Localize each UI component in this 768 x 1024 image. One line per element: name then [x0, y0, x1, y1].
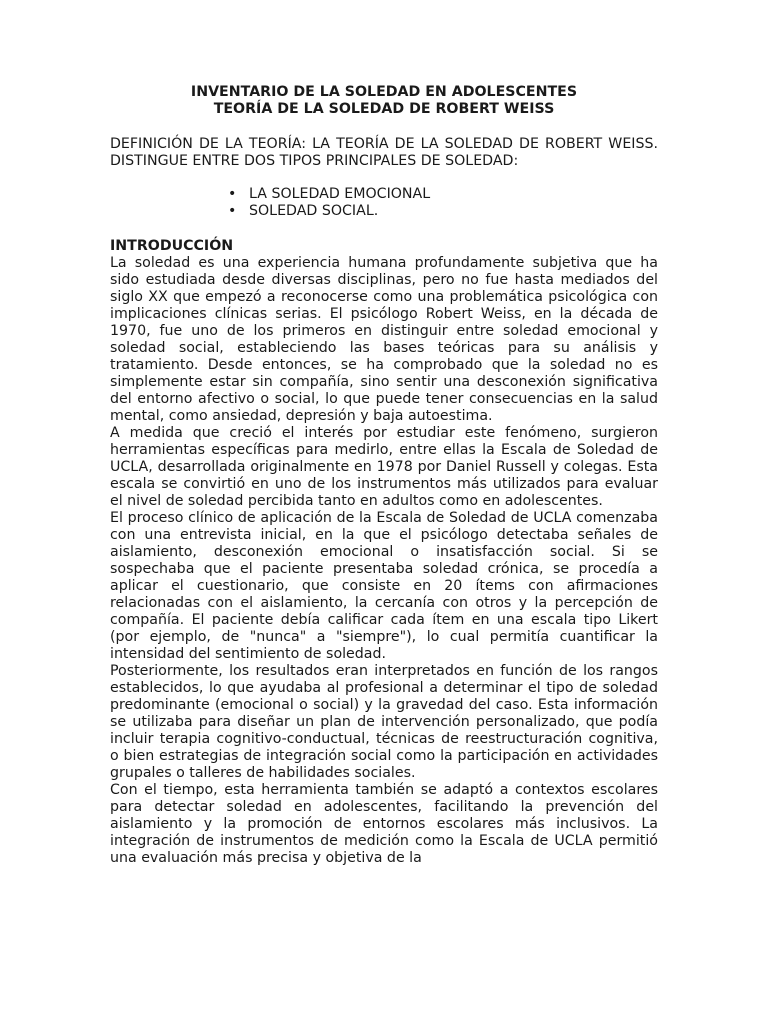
body-paragraph: A medida que creció el interés por estudiar este fenómeno, surgieron herramientas específicas para medirlo, entre ellas la Escala de Soledad de UCLA, desarrollada originalmente en 1978 por Daniel Russell y colegas. Esta escala se convirtió en uno de los instrumentos más utilizados para evaluar el nivel de soledad percibida tanto en adultos como en adolescentes. [110, 425, 658, 509]
body-paragraph: El proceso clínico de aplicación de la Escala de Soledad de UCLA comenzaba con una entrevista inicial, en la que el psicólogo detectaba señales de aislamiento, desconexión emocional o insatisfacción social. Si se sospechaba que el paciente presentaba soledad crónica, se procedía a aplicar el cuestionario, que consiste en 20 ítems con afirmaciones relacionadas con el aislamiento, la cercanía con otros y la percepción de compañía. El paciente debía calificar cada ítem en una escala tipo Likert (por ejemplo, de "nunca" a "siempre"), lo cual permitía cuantificar la intensidad del sentimiento de soledad. [110, 510, 658, 662]
body-paragraph: Posteriormente, los resultados eran interpretados en función de los rangos establecidos, lo que ayudaba al profesional a determinar el tipo de soledad predominante (emocional o social) y la gravedad del caso. Esta información se utilizaba para diseñar un plan de intervención personalizado, que podía incluir terapia cognitivo-conductual, técnicas de reestructuración cognitiva, o bien estrategias de integración social como la participación en actividades grupales o talleres de habilidades sociales. [110, 663, 658, 781]
section-heading-introduccion: INTRODUCCIÓN [110, 238, 234, 254]
list-item [228, 186, 658, 203]
body-paragraph: La soledad es una experiencia humana profundamente subjetiva que ha sido estudiada desde diversas disciplinas, pero no fue hasta mediados del siglo XX que empezó a reconocerse como una problemática psicológica con implicaciones clínicas serias. El psicólogo Robert Weiss, en la década de 1970, fue uno de los primeros en distinguir entre soledad emocional y soledad social, estableciendo las bases teóricas para su análisis y tratamiento. Desde entonces, se ha comprobado que la soledad no es simplemente estar sin compañía, sino sentir una desconexión significativa del entorno afectivo o social, lo que puede tener consecuencias en la salud mental, como ansiedad, depresión y baja autoestima. [110, 255, 658, 424]
list-item-label: LA SOLEDAD EMOCIONAL [249, 186, 431, 202]
body-paragraph: Con el tiempo, esta herramienta también se adaptó a contextos escolares para detectar soledad en adolescentes, facilitando la prevención del aislamiento y la promoción de entornos escolares más inclusivos. La integración de instrumentos de medición como la Escala de UCLA permitió una evaluación más precisa y objetiva de la [110, 782, 658, 866]
soledad-types-list [110, 186, 658, 220]
document-page [110, 84, 658, 867]
bullet-icon: • [228, 203, 237, 219]
theory-definition: DEFINICIÓN DE LA TEORÍA: LA TEORÍA DE LA SOLEDAD DE ROBERT WEISS. DISTINGUE ENTRE DOS TIPOS PRINCIPALES DE SOLEDAD: [110, 136, 658, 169]
list-item [228, 203, 658, 220]
list-item-label: SOLEDAD SOCIAL. [249, 203, 379, 219]
document-title-line-1: INVENTARIO DE LA SOLEDAD EN ADOLESCENTES [190, 84, 578, 100]
bullet-icon: • [228, 186, 237, 202]
document-title-line-2: TEORÍA DE LA SOLEDAD DE ROBERT WEISS [213, 101, 555, 117]
